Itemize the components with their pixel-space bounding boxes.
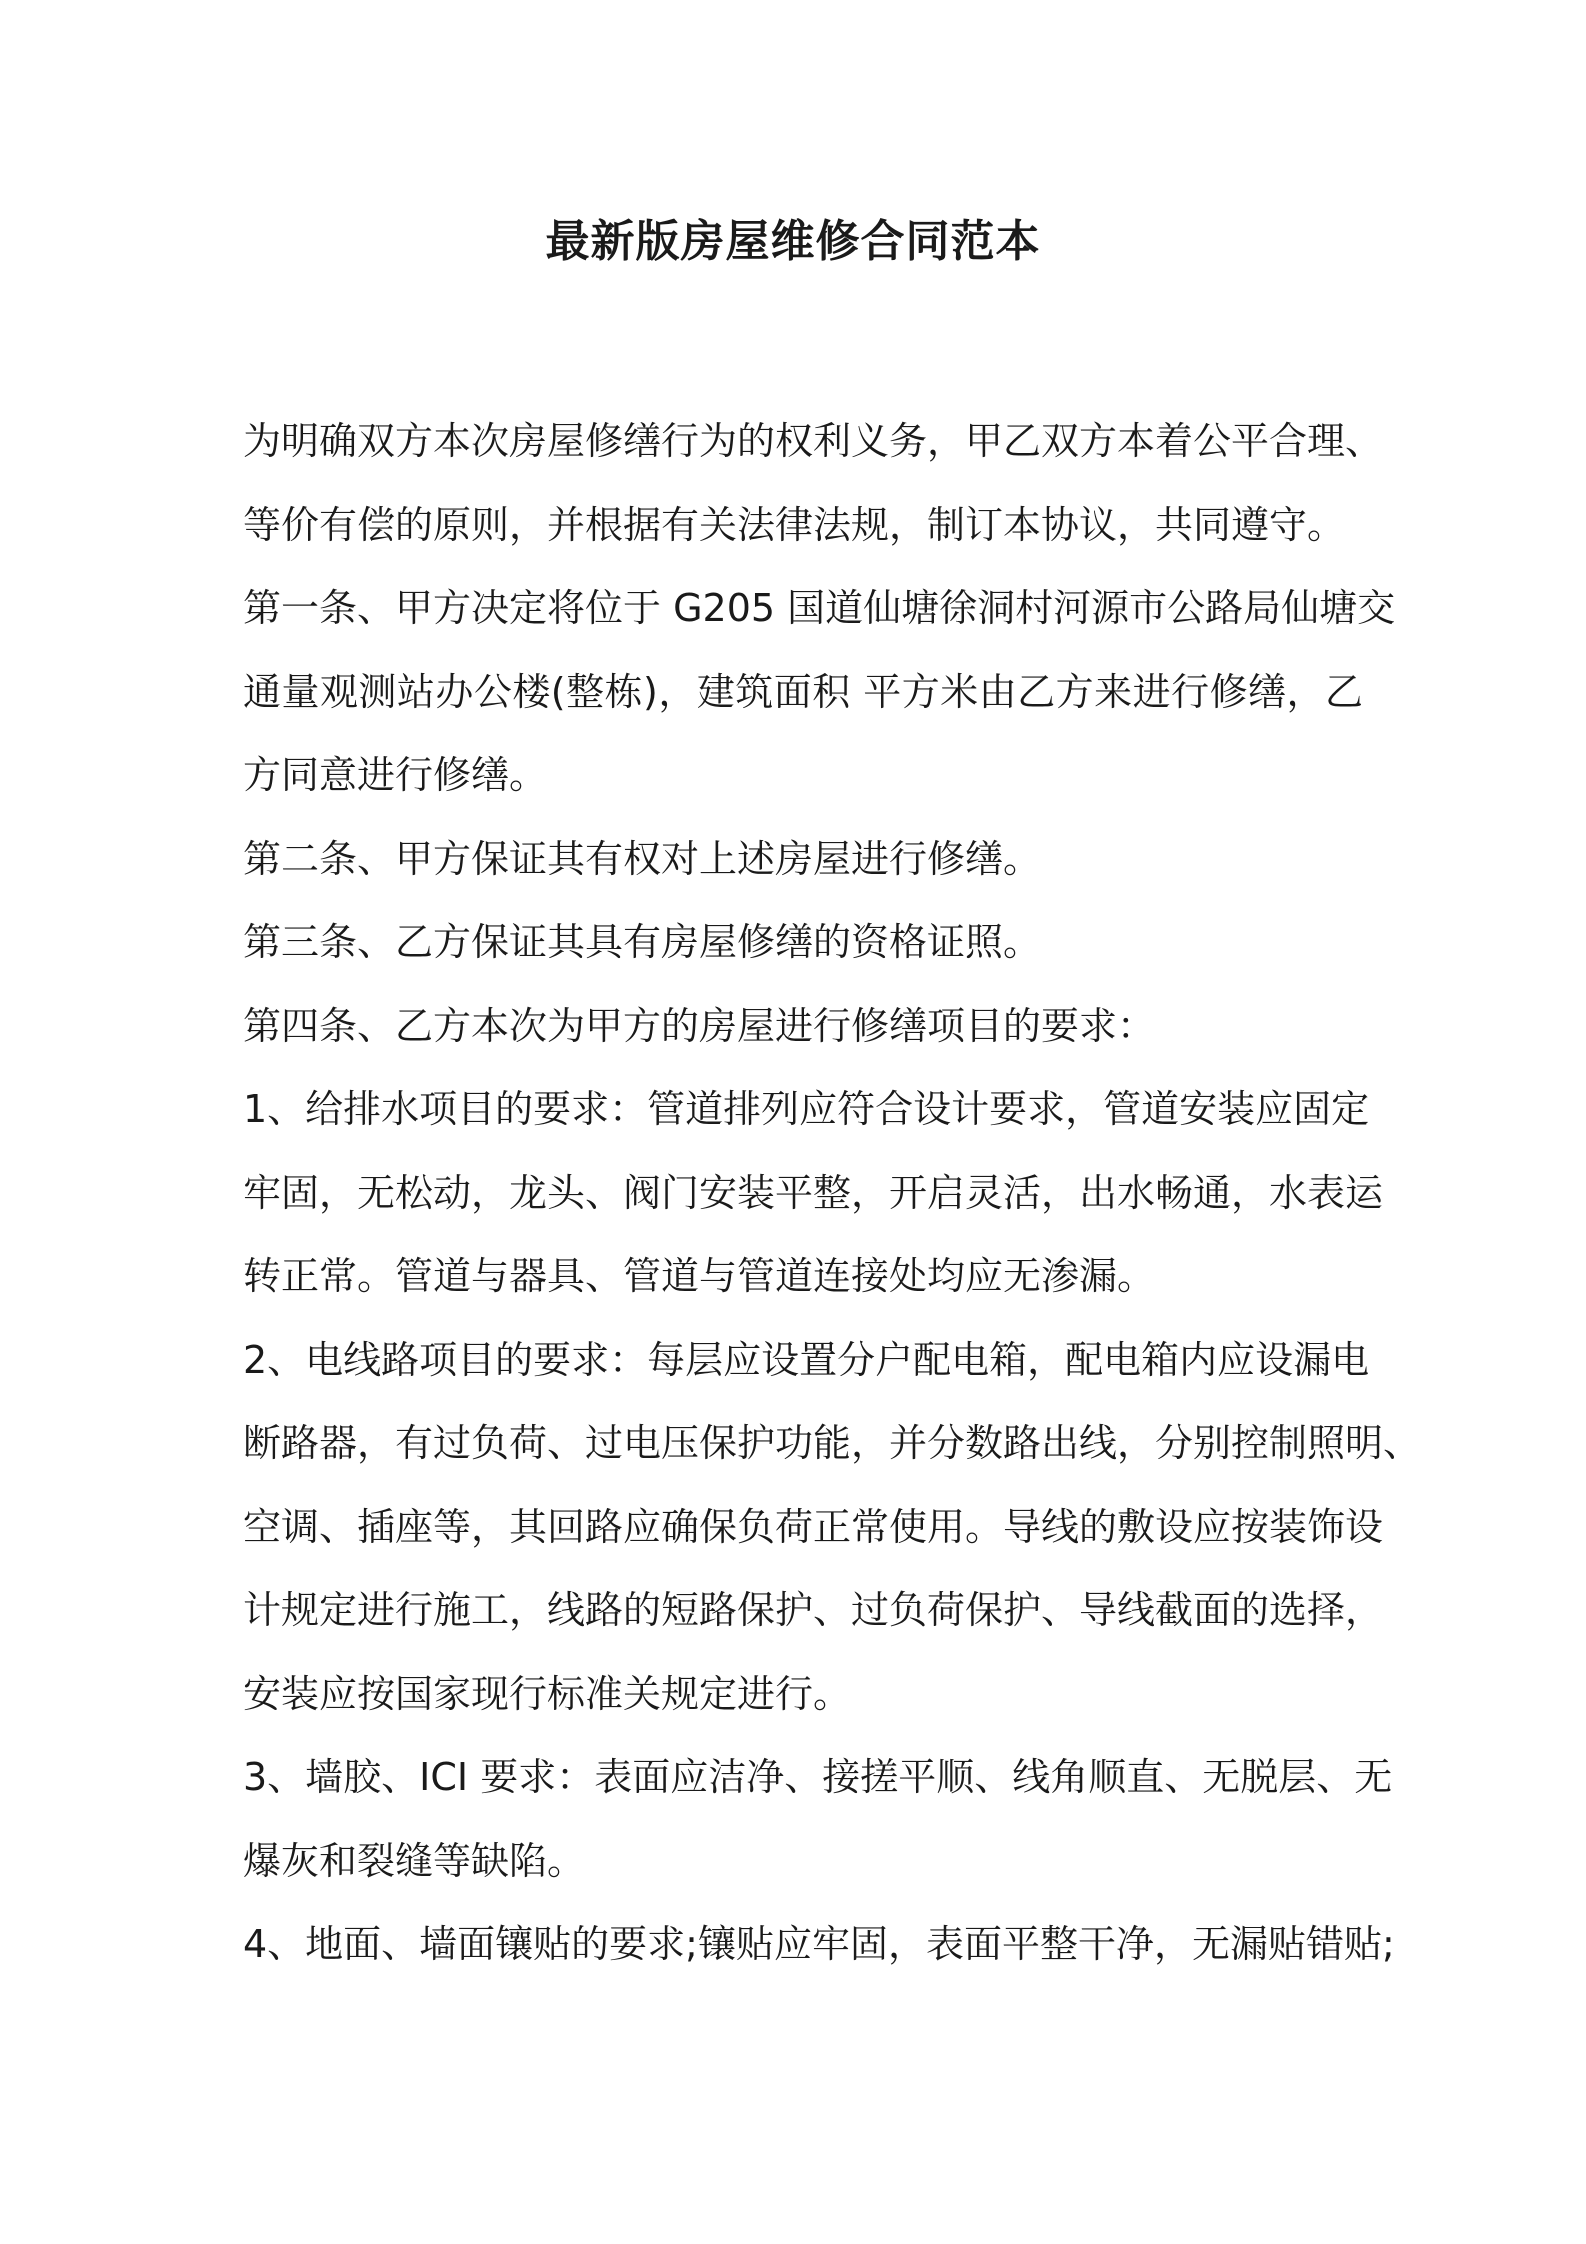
text-line: 第四条、乙方本次为甲方的房屋进行修缮项目的要求：: [243, 1003, 1156, 1048]
text-line: 通量观测站办公楼(整栋)，建筑面积 平方米由乙方来进行修缮，乙: [243, 669, 1363, 714]
document-body: [243, 400, 1422, 1987]
text-line: 空调、插座等，其回路应确保负荷正常使用。导线的敷设应按装饰设: [243, 1504, 1384, 1549]
text-line: 爆灰和裂缝等缺陷。: [243, 1838, 586, 1883]
text-line: 牢固，无松动，龙头、阀门安装平整，开启灵活，出水畅通，水表运: [243, 1170, 1384, 1215]
text-line: 为明确双方本次房屋修缮行为的权利义务，甲乙双方本着公平合理、: [243, 419, 1384, 463]
text-line: 安装应按国家现行标准关规定进行。: [243, 1671, 852, 1716]
text-line: 3、墙胶、ICI 要求：表面应洁净、接搓平顺、线角顺直、无脱层、无: [243, 1755, 1393, 1799]
text-line: 4、地面、墙面镶贴的要求;镶贴应牢固，表面平整干净，无漏贴错贴;: [243, 1922, 1395, 1966]
text-line: 断路器，有过负荷、过电压保护功能，并分数路出线，分别控制照明、: [243, 1421, 1422, 1465]
text-line: 第三条、乙方保证其具有房屋修缮的资格证照。: [243, 920, 1042, 964]
text-line: 计规定进行施工，线路的短路保护、过负荷保护、导线截面的选择，: [243, 1588, 1384, 1632]
text-line: 1、给排水项目的要求：管道排列应符合设计要求，管道安装应固定: [243, 1087, 1370, 1131]
text-line: 2、电线路项目的要求：每层应设置分户配电箱，配电箱内应设漏电: [243, 1337, 1370, 1382]
text-line: 方同意进行修缮。: [243, 753, 548, 797]
text-line: 等价有偿的原则，并根据有关法律法规，制订本协议，共同遵守。: [243, 502, 1346, 547]
text-line: 第一条、甲方决定将位于 G205 国道仙塘徐洞村河源市公路局仙塘交: [243, 586, 1396, 630]
text-line: 转正常。管道与器具、管道与管道连接处均应无渗漏。: [243, 1254, 1156, 1298]
document-title: 最新版房屋维修合同范本: [545, 216, 1041, 267]
text-line: 第二条、甲方保证其有权对上述房屋进行修缮。: [243, 836, 1042, 881]
